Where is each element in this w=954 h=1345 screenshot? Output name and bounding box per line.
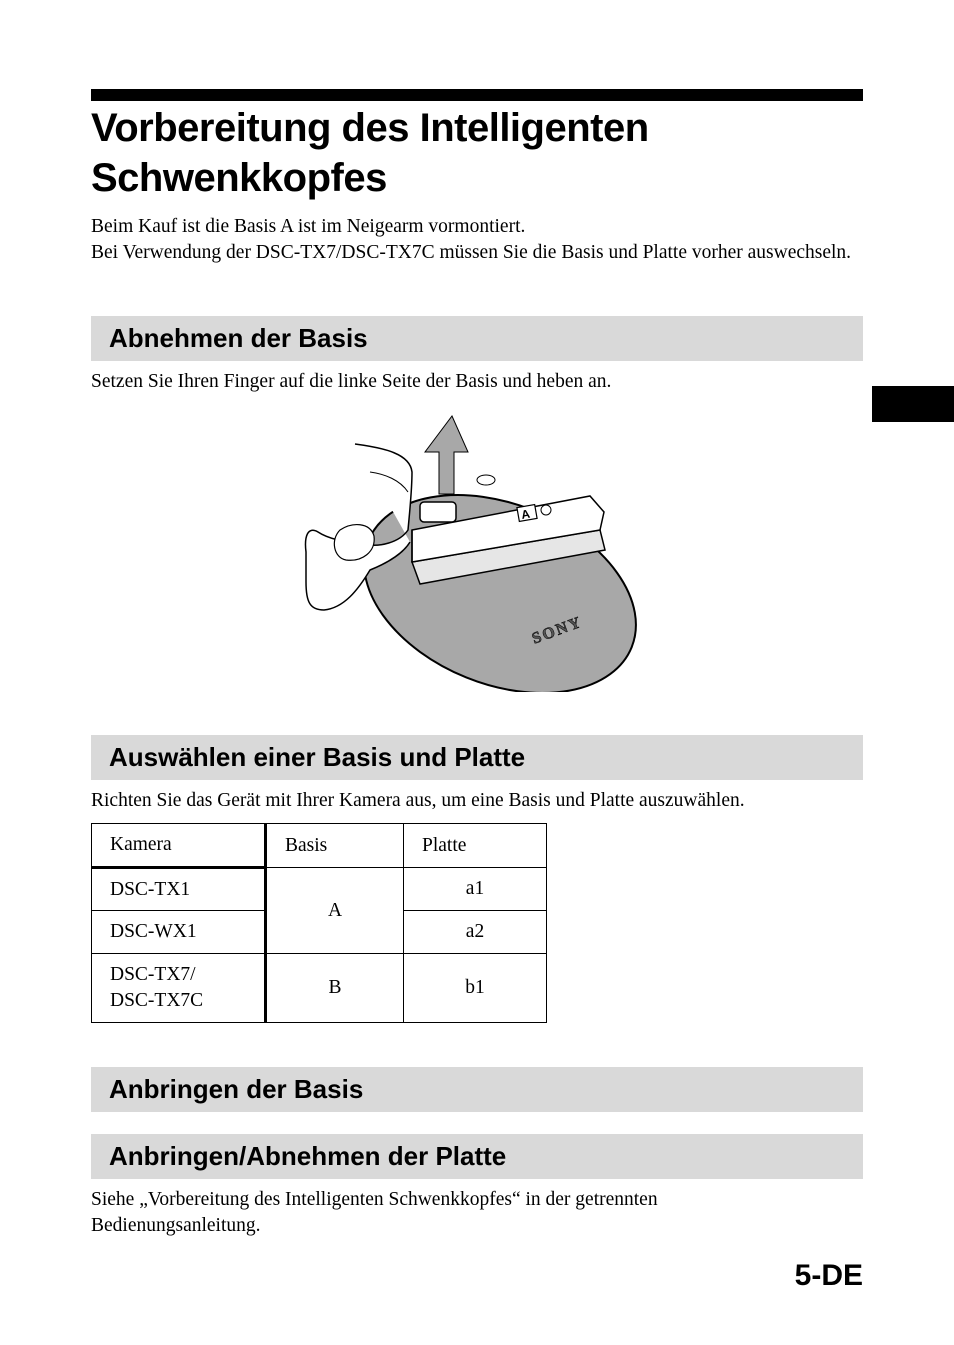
table-cell-base: A	[266, 868, 404, 954]
camera-line: DSC-TX7/	[110, 964, 196, 985]
lift-arrow-icon	[425, 416, 468, 494]
section-header-remove-base	[91, 316, 863, 361]
title-rule	[91, 89, 863, 101]
table-header-row	[92, 824, 547, 868]
section-heading: Abnehmen der Basis	[109, 323, 368, 353]
section-heading: Anbringen der Basis	[109, 1074, 364, 1104]
table-row	[92, 868, 547, 911]
pan-disc	[335, 457, 650, 692]
section-header-select	[91, 735, 863, 780]
camera-line: DSC-TX7C	[110, 990, 204, 1011]
table-cell-camera	[92, 954, 266, 1023]
remove-base-illustration	[300, 412, 650, 692]
page-title-line2: Schwenkkopfes	[91, 156, 387, 200]
table-cell-camera: DSC-TX1	[92, 868, 266, 911]
page-title-line1: Vorbereitung des Intelligenten	[91, 106, 649, 150]
page-title	[91, 103, 863, 203]
intro-line2: Bei Verwendung der DSC-TX7/DSC-TX7C müssen Sie die Basis und Platte vorher auswechseln.	[91, 242, 852, 263]
page-number: 5-DE	[794, 1259, 863, 1292]
section-tab-marker	[872, 386, 954, 422]
attach-plate-instruction: Siehe „Vorbereitung des Intelligenten Schwenkkopfes“ in der getrennten Bedienungsanleitung.	[91, 1189, 658, 1236]
remove-base-instruction: Setzen Sie Ihren Finger auf die linke Seite der Basis und heben an.	[91, 371, 612, 392]
table-header-cell: Kamera	[92, 824, 266, 868]
table-header-cell: Basis	[266, 824, 404, 868]
section-heading: Anbringen/Abnehmen der Platte	[109, 1141, 507, 1171]
section-heading: Auswählen einer Basis und Platte	[109, 742, 526, 772]
table-cell-plate: b1	[404, 954, 547, 1023]
table-row	[92, 954, 547, 1023]
section-header-attach-plate	[91, 1134, 863, 1179]
intro-line1: Beim Kauf ist die Basis A ist im Neigearm vormontiert.	[91, 216, 526, 237]
section-header-attach-base	[91, 1067, 863, 1112]
base-label: A	[520, 506, 532, 522]
camera-base-plate-table	[91, 823, 547, 1023]
table-header-cell: Platte	[404, 824, 547, 868]
table-cell-plate: a2	[404, 911, 547, 954]
table-cell-base: B	[266, 954, 404, 1023]
table-cell-camera: DSC-WX1	[92, 911, 266, 954]
table-cell-plate: a1	[404, 868, 547, 911]
intro-paragraph	[91, 214, 863, 266]
select-instruction: Richten Sie das Gerät mit Ihrer Kamera aus, um eine Basis und Platte auszuwählen.	[91, 790, 745, 811]
base-knob	[420, 502, 456, 522]
brand-logo: SONY	[529, 613, 585, 648]
